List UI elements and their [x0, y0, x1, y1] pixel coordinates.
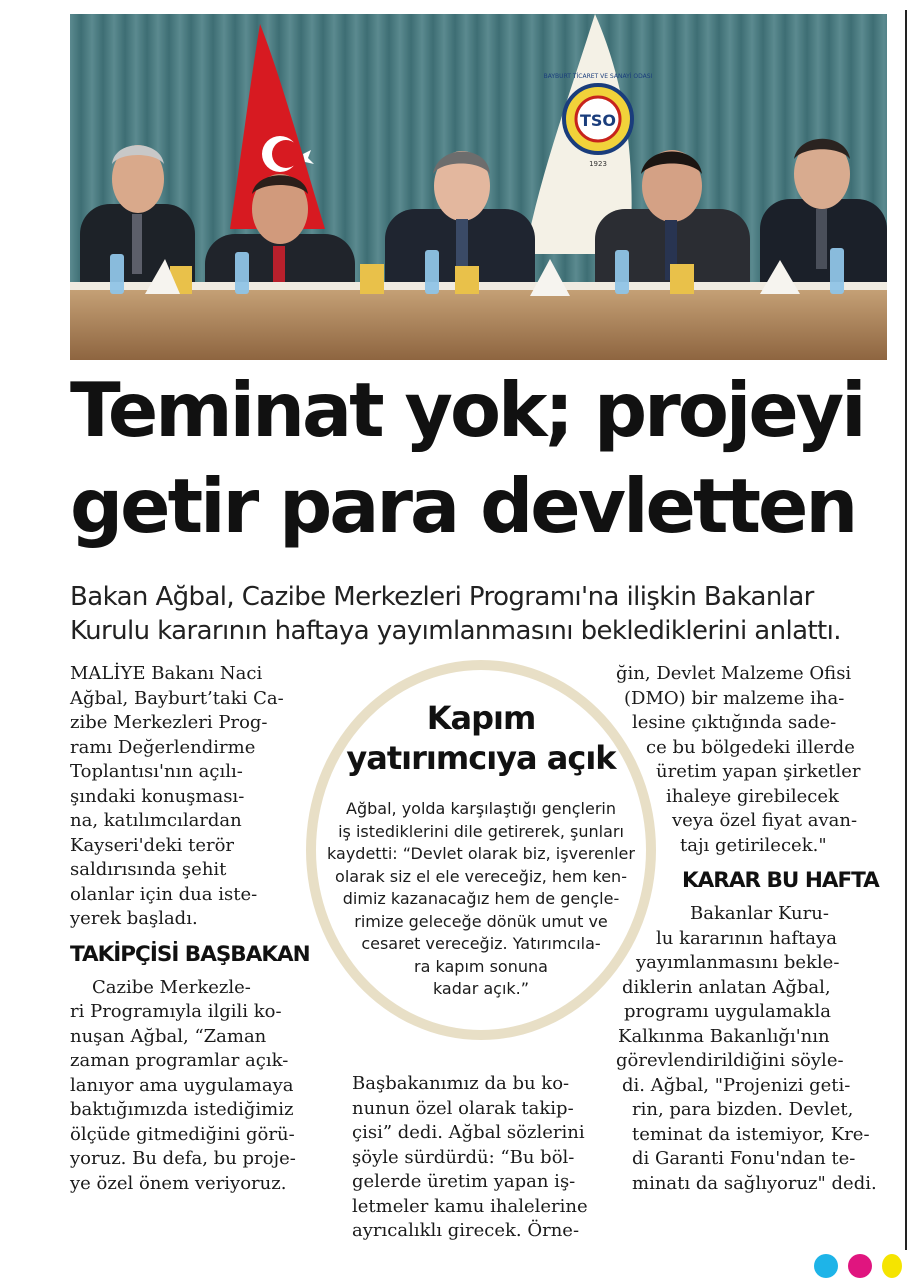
- text-line: Başbakanımız da bu ko-: [352, 1073, 570, 1094]
- meeting-table: [70, 284, 887, 360]
- subhead-takipcisi-basbakan: TAKİPÇİSİ BAŞBAKAN: [70, 941, 310, 967]
- headline-line-2: getir para devletten: [70, 462, 856, 550]
- text-line: Kayseri'deki terör: [70, 834, 235, 856]
- text-line: tajı getirilecek.": [680, 834, 827, 856]
- text-line: ce bu bölgedeki illerde: [646, 736, 855, 758]
- column-3-body: [610, 902, 890, 1196]
- text-line: rimize geleceğe dönük umut ve: [354, 911, 608, 931]
- text-line: Kalkınma Bakanlığı'nın: [618, 1025, 830, 1047]
- text-line: minatı da sağlıyoruz" dedi.: [632, 1172, 877, 1194]
- text-line: ihaleye girebilecek: [666, 785, 839, 807]
- text-line: ri Programıyla ilgili ko-: [70, 1001, 282, 1022]
- text-line: veya özel fiyat avan-: [672, 810, 858, 831]
- text-line: cesaret vereceğiz. Yatırımcıla-: [361, 934, 601, 953]
- headline-line-1: Teminat yok; projeyi: [70, 366, 864, 454]
- text-line: lesine çıktığında sade-: [632, 712, 837, 733]
- text-line: üretim yapan şirketler: [656, 761, 861, 782]
- body-paragraph: [70, 976, 310, 1197]
- text-line: zibe Merkezleri Prog-: [70, 712, 268, 733]
- tso-letters: TSO: [579, 111, 617, 130]
- text-line: çisi” dedi. Ağbal sözlerini: [352, 1122, 585, 1143]
- text-line: nunun özel olarak takip-: [352, 1097, 574, 1119]
- text-line: di Garanti Fonu'ndan te-: [632, 1148, 856, 1169]
- subtitle-line-2: Kurulu kararının haftaya yayımlanmasını beklediklerini anlattı.: [70, 616, 841, 646]
- text-line: MALİYE Bakanı Naci: [70, 663, 263, 684]
- column-3: [610, 662, 890, 1196]
- text-line: görevlendirildiğini söyle-: [616, 1050, 844, 1071]
- text-line: di. Ağbal, "Projenizi geti-: [622, 1074, 851, 1096]
- text-line: olanlar için dua iste-: [70, 883, 258, 905]
- circle-title: [316, 698, 646, 778]
- text-line: diklerin anlatan Ağbal,: [622, 976, 831, 998]
- text-line: dimiz kazanacağız hem de gençle-: [342, 889, 620, 908]
- text-line: na, katılımcılardan: [70, 810, 242, 831]
- text-line: kadar açık.”: [432, 979, 530, 998]
- text-line: kaydetti: “Devlet olarak biz, işverenler: [327, 844, 635, 863]
- text-line: teminat da istemiyor, Kre-: [632, 1123, 870, 1145]
- text-line: lu kararının haftaya: [656, 927, 837, 949]
- text-line: yayımlanmasını bekle-: [636, 952, 840, 973]
- tso-year: 1923: [589, 160, 607, 168]
- circle-text: [316, 798, 646, 1001]
- text-line: letmeler kamu ihalelerine: [352, 1195, 588, 1217]
- text-line: şındaki konuşması-: [70, 785, 245, 807]
- text-line: gelerde üretim yapan iş-: [352, 1171, 576, 1192]
- text-line: yoruz. Bu defa, bu proje-: [70, 1148, 296, 1169]
- text-line: olarak siz el ele vereceğiz, hem ken-: [335, 866, 627, 886]
- quote-circle-box: [306, 660, 656, 1040]
- tso-name: BAYBURT TİCARET VE SANAYİ ODASI: [543, 73, 653, 80]
- subtitle-line-1: Bakan Ağbal, Cazibe Merkezleri Programı'na ilişkin Bakanlar: [70, 582, 814, 612]
- text-line: Toplantısı'nın açılı-: [70, 761, 243, 782]
- news-photo: [70, 14, 887, 360]
- magenta-mark: [848, 1254, 872, 1278]
- text-line: programı uygulamakla: [624, 1001, 831, 1022]
- meeting-photo-illustration: [70, 14, 887, 360]
- headline: [70, 362, 882, 554]
- text-line: ölçüde gitmediğini görü-: [70, 1123, 295, 1145]
- column-rule: [905, 10, 907, 1250]
- subhead-karar-bu-hafta: KARAR BU HAFTA: [682, 868, 879, 893]
- text-line: ye özel önem veriyoruz.: [70, 1172, 287, 1194]
- subtitle: [70, 580, 900, 648]
- text-line: Cazibe Merkezle-: [92, 976, 251, 998]
- text-line: rin, para bizden. Devlet,: [632, 1099, 854, 1120]
- text-line: ğin, Devlet Malzeme Ofisi: [616, 663, 852, 684]
- lead-paragraph: [70, 662, 310, 932]
- text-line: Bakanlar Kuru-: [690, 903, 829, 924]
- text-line: lanıyor ama uygulamaya: [70, 1074, 294, 1096]
- text-line: şöyle sürdürdü: “Bu böl-: [352, 1146, 575, 1168]
- yellow-mark: [882, 1254, 902, 1278]
- text-line: baktığımızda istediğimiz: [70, 1099, 294, 1120]
- text-line: iş istediklerini dile getirerek, şunları: [338, 821, 624, 841]
- column-2: [352, 1072, 600, 1244]
- text-line: (DMO) bir malzeme iha-: [624, 687, 845, 709]
- text-line: ramı Değerlendirme: [70, 736, 256, 758]
- circle-title-line-2: yatırımcıya açık: [346, 739, 616, 777]
- text-line: ra kapım sonuna: [414, 956, 548, 976]
- text-line: saldırısında şehit: [70, 859, 227, 880]
- column-1: [70, 662, 310, 1196]
- circle-title-line-1: Kapım: [426, 699, 536, 737]
- text-line: nuşan Ağbal, “Zaman: [70, 1025, 267, 1047]
- cyan-mark: [814, 1254, 838, 1278]
- text-line: Ağbal, Bayburt’taki Ca-: [70, 687, 284, 709]
- column-3-top: [610, 662, 890, 858]
- text-line: Ağbal, yolda karşılaştığı gençlerin: [346, 799, 616, 818]
- text-line: zaman programlar açık-: [70, 1050, 289, 1071]
- text-line: ayrıcalıklı girecek. Örne-: [352, 1220, 580, 1241]
- text-line: yerek başladı.: [70, 908, 198, 929]
